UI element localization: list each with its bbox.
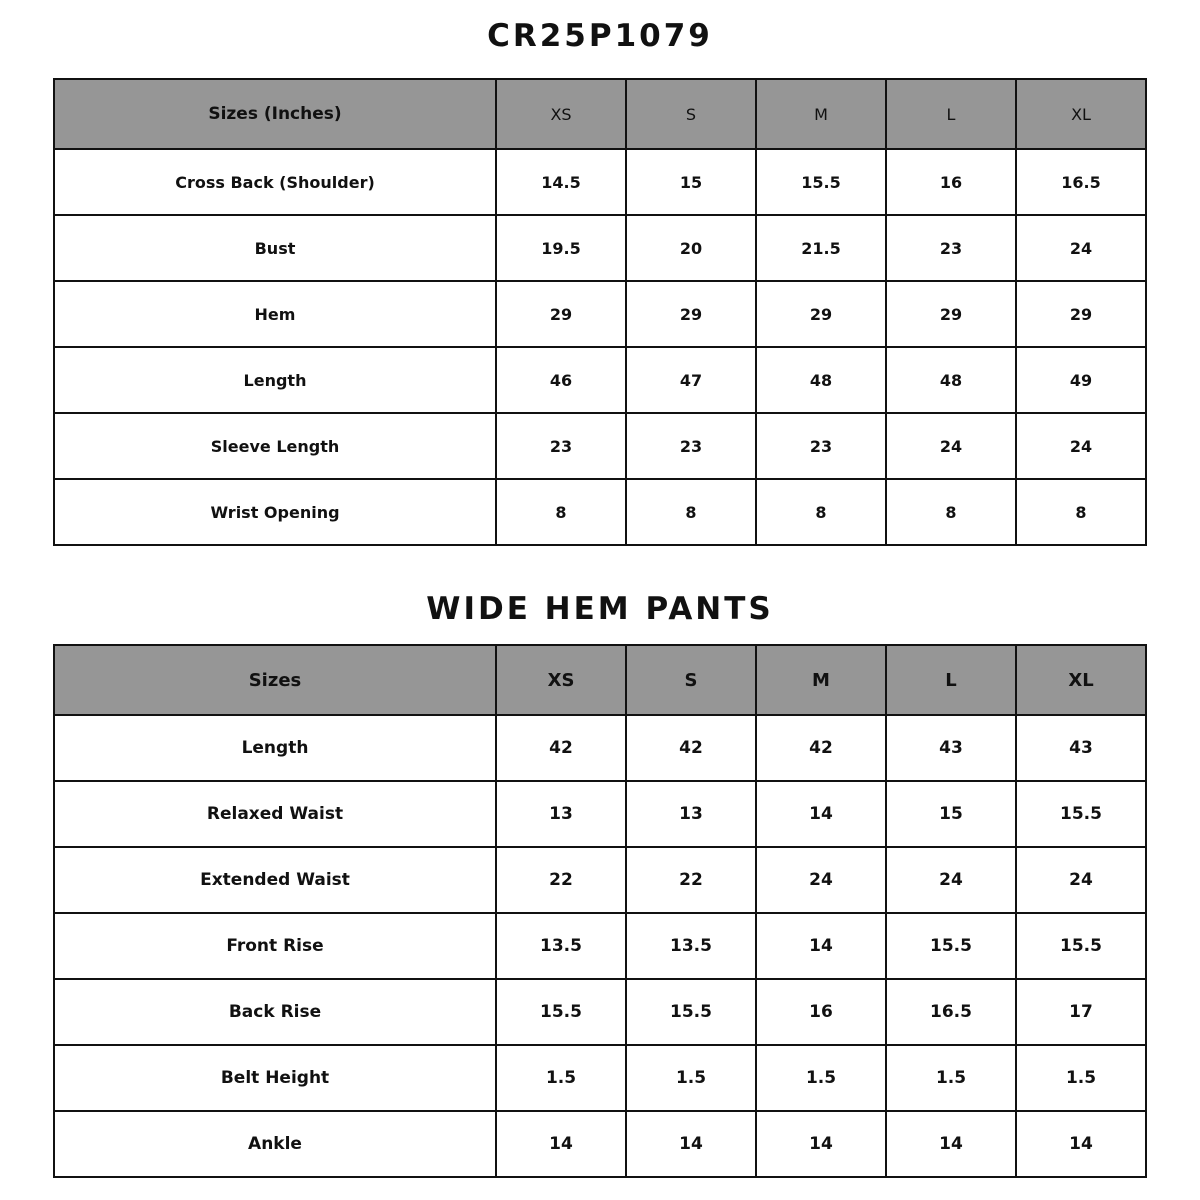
bottom-table-row bbox=[54, 913, 1146, 979]
bottom-measurement-cell: 14 bbox=[626, 1111, 756, 1177]
bottom-measurement-cell: 14 bbox=[756, 781, 886, 847]
bottom-row-label: Extended Waist bbox=[54, 847, 496, 913]
top-measurement-cell: 8 bbox=[886, 479, 1016, 545]
top-measurement-cell: 15 bbox=[626, 149, 756, 215]
bottom-measurement-cell: 15.5 bbox=[626, 979, 756, 1045]
bottom-measurement-cell: 43 bbox=[1016, 715, 1146, 781]
top-table-row bbox=[54, 149, 1146, 215]
bottom-measurement-cell: 17 bbox=[1016, 979, 1146, 1045]
bottom-measurement-cell: 14 bbox=[886, 1111, 1016, 1177]
bottom-measurement-cell: 42 bbox=[626, 715, 756, 781]
top-measurement-cell: 29 bbox=[756, 281, 886, 347]
top-header-size-s: S bbox=[626, 79, 756, 149]
bottom-measurement-cell: 1.5 bbox=[626, 1045, 756, 1111]
bottom-measurement-cell: 15.5 bbox=[1016, 781, 1146, 847]
bottom-table-row bbox=[54, 715, 1146, 781]
bottom-measurement-cell: 24 bbox=[886, 847, 1016, 913]
bottom-measurement-cell: 22 bbox=[626, 847, 756, 913]
top-table-row bbox=[54, 413, 1146, 479]
bottom-row-label: Relaxed Waist bbox=[54, 781, 496, 847]
bottom-measurement-cell: 13 bbox=[496, 781, 626, 847]
top-measurement-cell: 14.5 bbox=[496, 149, 626, 215]
top-table-row bbox=[54, 347, 1146, 413]
top-table-row bbox=[54, 479, 1146, 545]
bottom-table-row bbox=[54, 979, 1146, 1045]
bottom-measurement-cell: 14 bbox=[756, 913, 886, 979]
bottom-row-label: Belt Height bbox=[54, 1045, 496, 1111]
top-measurement-cell: 24 bbox=[1016, 215, 1146, 281]
top-size-table bbox=[53, 78, 1147, 546]
top-measurement-cell: 8 bbox=[496, 479, 626, 545]
top-measurement-cell: 8 bbox=[626, 479, 756, 545]
top-measurement-cell: 16 bbox=[886, 149, 1016, 215]
top-row-label: Cross Back (Shoulder) bbox=[54, 149, 496, 215]
bottom-measurement-cell: 1.5 bbox=[756, 1045, 886, 1111]
bottom-header-size-xl: XL bbox=[1016, 645, 1146, 715]
top-measurement-cell: 19.5 bbox=[496, 215, 626, 281]
bottom-chart-title: WIDE HEM PANTS bbox=[426, 591, 774, 627]
top-measurement-cell: 46 bbox=[496, 347, 626, 413]
top-header-size-xl: XL bbox=[1016, 79, 1146, 149]
bottom-measurement-cell: 42 bbox=[496, 715, 626, 781]
top-measurement-cell: 24 bbox=[886, 413, 1016, 479]
bottom-row-label: Front Rise bbox=[54, 913, 496, 979]
bottom-table-row bbox=[54, 847, 1146, 913]
bottom-measurement-cell: 14 bbox=[1016, 1111, 1146, 1177]
top-measurement-cell: 29 bbox=[1016, 281, 1146, 347]
bottom-measurement-cell: 24 bbox=[1016, 847, 1146, 913]
top-row-label: Length bbox=[54, 347, 496, 413]
top-header-label: Sizes (Inches) bbox=[54, 79, 496, 149]
top-measurement-cell: 23 bbox=[496, 413, 626, 479]
bottom-measurement-cell: 1.5 bbox=[1016, 1045, 1146, 1111]
bottom-measurement-cell: 1.5 bbox=[886, 1045, 1016, 1111]
top-header-row bbox=[54, 79, 1146, 149]
top-header-size-m: M bbox=[756, 79, 886, 149]
bottom-measurement-cell: 43 bbox=[886, 715, 1016, 781]
top-measurement-cell: 20 bbox=[626, 215, 756, 281]
bottom-header-size-l: L bbox=[886, 645, 1016, 715]
bottom-row-label: Length bbox=[54, 715, 496, 781]
bottom-measurement-cell: 1.5 bbox=[496, 1045, 626, 1111]
bottom-measurement-cell: 13.5 bbox=[626, 913, 756, 979]
bottom-measurement-cell: 15.5 bbox=[496, 979, 626, 1045]
top-measurement-cell: 48 bbox=[886, 347, 1016, 413]
bottom-measurement-cell: 22 bbox=[496, 847, 626, 913]
bottom-measurement-cell: 16 bbox=[756, 979, 886, 1045]
top-measurement-cell: 15.5 bbox=[756, 149, 886, 215]
top-measurement-cell: 24 bbox=[1016, 413, 1146, 479]
top-measurement-cell: 8 bbox=[756, 479, 886, 545]
bottom-measurement-cell: 42 bbox=[756, 715, 886, 781]
bottom-measurement-cell: 15 bbox=[886, 781, 1016, 847]
bottom-measurement-cell: 15.5 bbox=[1016, 913, 1146, 979]
bottom-row-label: Back Rise bbox=[54, 979, 496, 1045]
top-measurement-cell: 29 bbox=[626, 281, 756, 347]
top-header-size-xs: XS bbox=[496, 79, 626, 149]
top-row-label: Wrist Opening bbox=[54, 479, 496, 545]
top-table-row bbox=[54, 281, 1146, 347]
top-measurement-cell: 48 bbox=[756, 347, 886, 413]
bottom-measurement-cell: 16.5 bbox=[886, 979, 1016, 1045]
bottom-header-size-m: M bbox=[756, 645, 886, 715]
top-measurement-cell: 16.5 bbox=[1016, 149, 1146, 215]
bottom-row-label: Ankle bbox=[54, 1111, 496, 1177]
top-measurement-cell: 29 bbox=[496, 281, 626, 347]
bottom-measurement-cell: 13 bbox=[626, 781, 756, 847]
bottom-measurement-cell: 14 bbox=[496, 1111, 626, 1177]
top-row-label: Sleeve Length bbox=[54, 413, 496, 479]
top-chart-title: CR25P1079 bbox=[487, 18, 713, 54]
top-measurement-cell: 21.5 bbox=[756, 215, 886, 281]
top-measurement-cell: 29 bbox=[886, 281, 1016, 347]
bottom-size-table bbox=[53, 644, 1147, 1178]
top-measurement-cell: 23 bbox=[886, 215, 1016, 281]
bottom-header-size-xs: XS bbox=[496, 645, 626, 715]
bottom-header-label: Sizes bbox=[54, 645, 496, 715]
bottom-table-row bbox=[54, 781, 1146, 847]
bottom-measurement-cell: 14 bbox=[756, 1111, 886, 1177]
top-header-size-l: L bbox=[886, 79, 1016, 149]
bottom-measurement-cell: 15.5 bbox=[886, 913, 1016, 979]
bottom-table-row bbox=[54, 1111, 1146, 1177]
top-measurement-cell: 23 bbox=[626, 413, 756, 479]
top-row-label: Bust bbox=[54, 215, 496, 281]
top-measurement-cell: 47 bbox=[626, 347, 756, 413]
top-measurement-cell: 49 bbox=[1016, 347, 1146, 413]
bottom-measurement-cell: 13.5 bbox=[496, 913, 626, 979]
top-measurement-cell: 8 bbox=[1016, 479, 1146, 545]
bottom-header-size-s: S bbox=[626, 645, 756, 715]
bottom-header-row bbox=[54, 645, 1146, 715]
bottom-measurement-cell: 24 bbox=[756, 847, 886, 913]
top-row-label: Hem bbox=[54, 281, 496, 347]
top-measurement-cell: 23 bbox=[756, 413, 886, 479]
top-table-row bbox=[54, 215, 1146, 281]
bottom-table-row bbox=[54, 1045, 1146, 1111]
